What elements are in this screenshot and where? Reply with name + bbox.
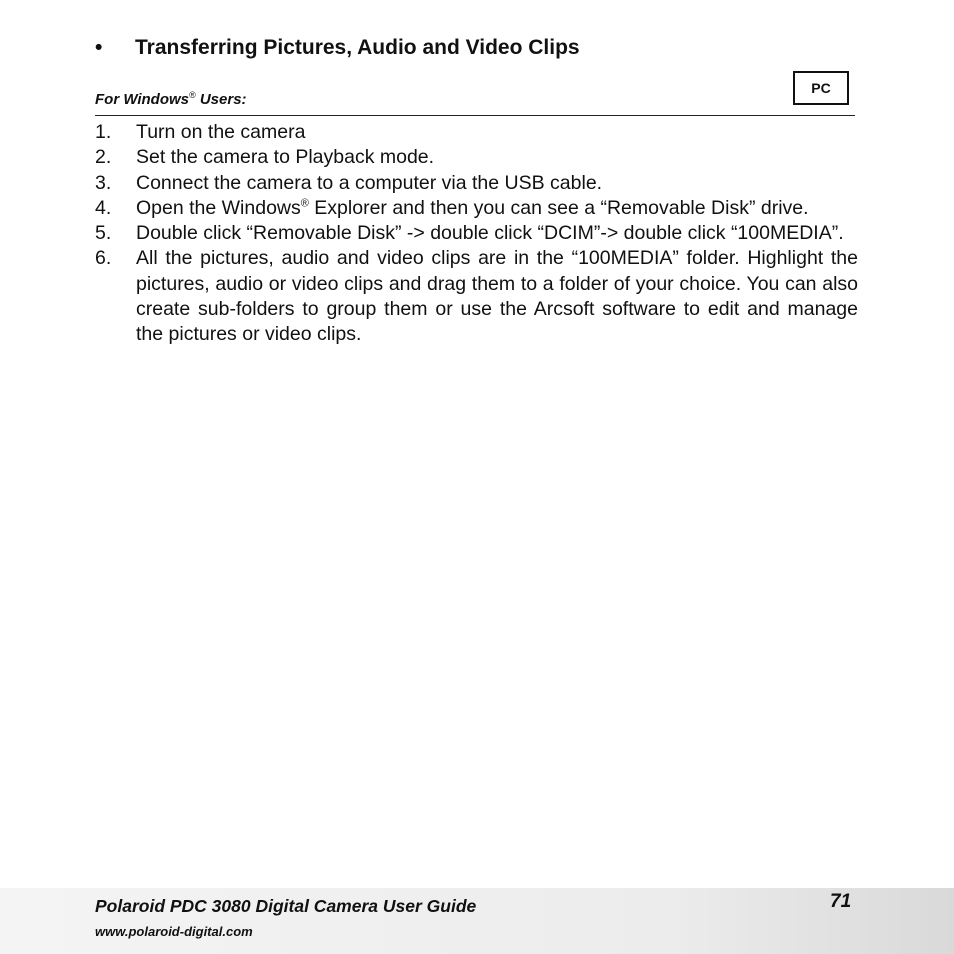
- subheading-windows-users: [95, 91, 247, 108]
- step-number: 2.: [95, 146, 112, 169]
- step-text: All the pictures, audio and video clips are in the “100MEDIA” folder. Highlight the pictures, audio or video clips and drag them to a folder of your choice. You can also create sub-folders to group them or use the Arcsoft software to edit and manage the pictures or video clips.: [136, 247, 858, 346]
- step-text-end: Explorer and then you can see a “Removable Disk” drive.: [308, 196, 809, 219]
- list-item: [95, 196, 858, 221]
- section-title: Transferring Pictures, Audio and Video Clips: [135, 36, 580, 59]
- registered-mark: ®: [300, 197, 309, 210]
- page-footer: [0, 888, 954, 954]
- step-number: 6.: [95, 247, 112, 270]
- list-item: [95, 171, 858, 196]
- step-text: Open the Windows: [136, 196, 301, 219]
- step-text: Set the camera to Playback mode.: [136, 146, 435, 169]
- step-number: 3.: [95, 171, 112, 194]
- subheading-text: For Windows: [95, 91, 190, 108]
- steps-list: [95, 120, 858, 348]
- page-number: 71: [830, 891, 852, 912]
- list-item: [95, 221, 858, 246]
- divider-line: [95, 115, 855, 116]
- bullet-icon: •: [95, 36, 103, 59]
- registered-mark: ®: [189, 90, 196, 100]
- subheading-text-end: Users:: [195, 91, 247, 108]
- footer-title: Polaroid PDC 3080 Digital Camera User Guide: [95, 896, 477, 916]
- step-number: 1.: [95, 121, 112, 143]
- list-item: [95, 120, 858, 145]
- list-item: [95, 246, 858, 347]
- list-item: [95, 145, 858, 170]
- step-number: 4.: [95, 196, 112, 219]
- section-heading: [95, 36, 580, 60]
- step-number: 5.: [95, 222, 112, 245]
- step-text: Double click “Removable Disk” -> double click “DCIM”-> double click “100MEDIA”.: [136, 222, 844, 245]
- pc-badge: PC: [793, 71, 849, 105]
- step-text: Turn on the camera: [136, 121, 306, 143]
- step-text: Connect the camera to a computer via the USB cable.: [136, 171, 603, 194]
- footer-url: www.polaroid-digital.com: [95, 924, 253, 939]
